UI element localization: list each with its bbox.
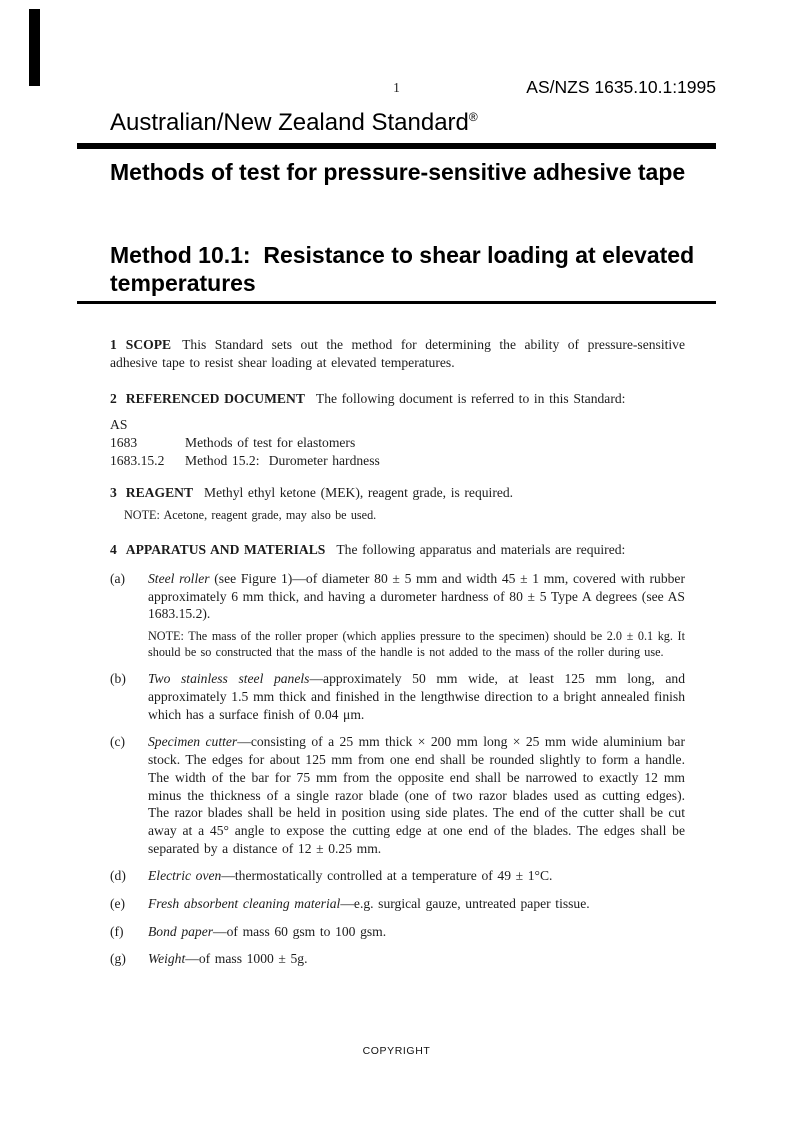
- document-body: [110, 336, 685, 968]
- reference-list-header-label: AS: [110, 417, 128, 433]
- section-body-text: The following document is referred to in this Standard:: [315, 391, 626, 407]
- section-body-text: The following apparatus and materials are required:: [336, 542, 626, 558]
- reference-code: 1683: [110, 434, 138, 450]
- standard-designation: AS/NZS 1635.10.1:1995: [526, 77, 716, 97]
- title-rule: [77, 301, 716, 304]
- item-label: (e): [110, 896, 126, 912]
- item-label: (d): [110, 868, 126, 884]
- item-term: Specimen cutter: [148, 734, 238, 750]
- document-title: Methods of test for pressure-sensitive adhesive tape: [110, 159, 686, 185]
- item-text: [148, 867, 685, 885]
- item-description: —of mass 1000 ± 5g.: [185, 951, 308, 967]
- item-term: Electric oven: [148, 868, 222, 884]
- item-body: [148, 670, 685, 723]
- reference-row: [110, 434, 685, 452]
- section-scope: [110, 336, 685, 371]
- reference-row: [110, 452, 685, 470]
- apparatus-item-e: [110, 895, 685, 913]
- item-description: —thermostatically controlled at a temperature of 49 ± 1°C.: [221, 868, 553, 884]
- item-body: [148, 570, 685, 661]
- apparatus-item-g: [110, 950, 685, 968]
- item-text: [148, 570, 685, 623]
- item-term: Steel roller: [148, 570, 210, 586]
- apparatus-item-d: [110, 867, 685, 885]
- section-number: 3: [110, 485, 117, 501]
- page-footer: [0, 1045, 793, 1057]
- item-label: (c): [110, 734, 126, 750]
- item-description: —approximately 50 mm wide, at least 125 mm long, and approximately 1.5 mm thick and finished in the lengthwise direction to a bright annealed finish which has a surface finish of 0.04 μm.: [148, 671, 685, 722]
- section-body-text: This Standard sets out the method for determining the ability of pressure-sensitive adhesive tape to resist shear loading at elevated temperatures.: [110, 337, 685, 370]
- section-reagent: [110, 484, 685, 502]
- item-body: [148, 895, 685, 913]
- item-description: —consisting of a 25 mm thick × 200 mm long × 25 mm wide aluminium bar stock. The edges for about 125 mm from one end shall be rounded slightly to form a handle. The width of the bar for 75 mm from the opposite end shall be narrowed to exactly 12 mm minus the thickness of a single razor blade (one of two razor blades used as cutting edges). The razor blades shall be held in position using side plates. The end of the cutter shall be cut away at a 45° angle to expose the cutting edge at one end of the blades. The edges shall be separated by a distance of 12 ± 0.25 mm.: [148, 734, 685, 856]
- copyright-label: COPYRIGHT: [362, 1045, 431, 1057]
- section-heading: REFERENCED DOCUMENT: [125, 391, 305, 407]
- item-text: [148, 950, 685, 968]
- section-apparatus: [110, 541, 685, 559]
- item-description: (see Figure 1)—of diameter 80 ± 5 mm and width 45 ± 1 mm, covered with rubber approximately 6 mm thick, and having a durometer hardness of 80 ± 5 Type A degrees (see AS 1683.15.2).: [148, 570, 685, 622]
- item-body: [148, 733, 685, 857]
- apparatus-item-b: [110, 670, 685, 723]
- apparatus-item-a: [110, 570, 685, 661]
- item-label: (f): [110, 923, 124, 939]
- section-number: 4: [110, 542, 117, 558]
- item-note: NOTE: The mass of the roller proper (which applies pressure to the specimen) should be 2.0 ± 0.1 kg. It should be so constructed that the mass of the handle is not added to the mass of the roller during use.: [148, 628, 685, 660]
- apparatus-item-f: [110, 923, 685, 941]
- reagent-note: NOTE: Acetone, reagent grade, may also be used.: [124, 507, 377, 522]
- reference-title: Method 15.2: Durometer hardness: [185, 452, 380, 468]
- reference-code: 1683.15.2: [110, 452, 165, 468]
- item-description: —e.g. surgical gauze, untreated paper tissue.: [340, 896, 590, 912]
- item-text: [148, 895, 685, 913]
- section-heading: APPARATUS AND MATERIALS: [125, 542, 326, 558]
- item-text: [148, 670, 685, 723]
- registered-trademark-symbol: ®: [468, 110, 478, 124]
- header-rule: [77, 143, 716, 149]
- method-title: Method 10.1: Resistance to shear loading at elevated temperatures: [110, 242, 701, 296]
- reference-list-header: [110, 416, 685, 434]
- item-label: (g): [110, 951, 126, 967]
- standard-label: [110, 109, 478, 137]
- item-body: [148, 950, 685, 968]
- item-term: Two stainless steel panels: [148, 671, 310, 687]
- item-term: Bond paper: [148, 923, 214, 939]
- item-label: (b): [110, 671, 126, 687]
- item-body: [148, 867, 685, 885]
- item-term: Weight: [148, 951, 186, 967]
- section-number: 2: [110, 391, 117, 407]
- page-number: 1: [393, 80, 400, 95]
- item-text: [148, 923, 685, 941]
- section-number: 1: [110, 337, 117, 352]
- item-description: —of mass 60 gsm to 100 gsm.: [213, 923, 387, 939]
- apparatus-item-c: [110, 733, 685, 857]
- reference-title: Methods of test for elastomers: [185, 434, 356, 450]
- reference-list: [110, 416, 685, 469]
- section-referenced-document: [110, 390, 685, 408]
- section-body-text: Methyl ethyl ketone (MEK), reagent grade, is required.: [204, 485, 514, 501]
- page-header: [77, 77, 716, 99]
- item-body: [148, 923, 685, 941]
- section-heading: REAGENT: [125, 485, 194, 501]
- section-heading: SCOPE: [125, 337, 172, 352]
- item-term: Fresh absorbent cleaning material: [148, 896, 341, 912]
- item-label: (a): [110, 570, 126, 586]
- scan-artifact-mark: [29, 9, 40, 86]
- item-text: [148, 733, 685, 857]
- standard-label-text: Australian/New Zealand Standard: [110, 109, 469, 136]
